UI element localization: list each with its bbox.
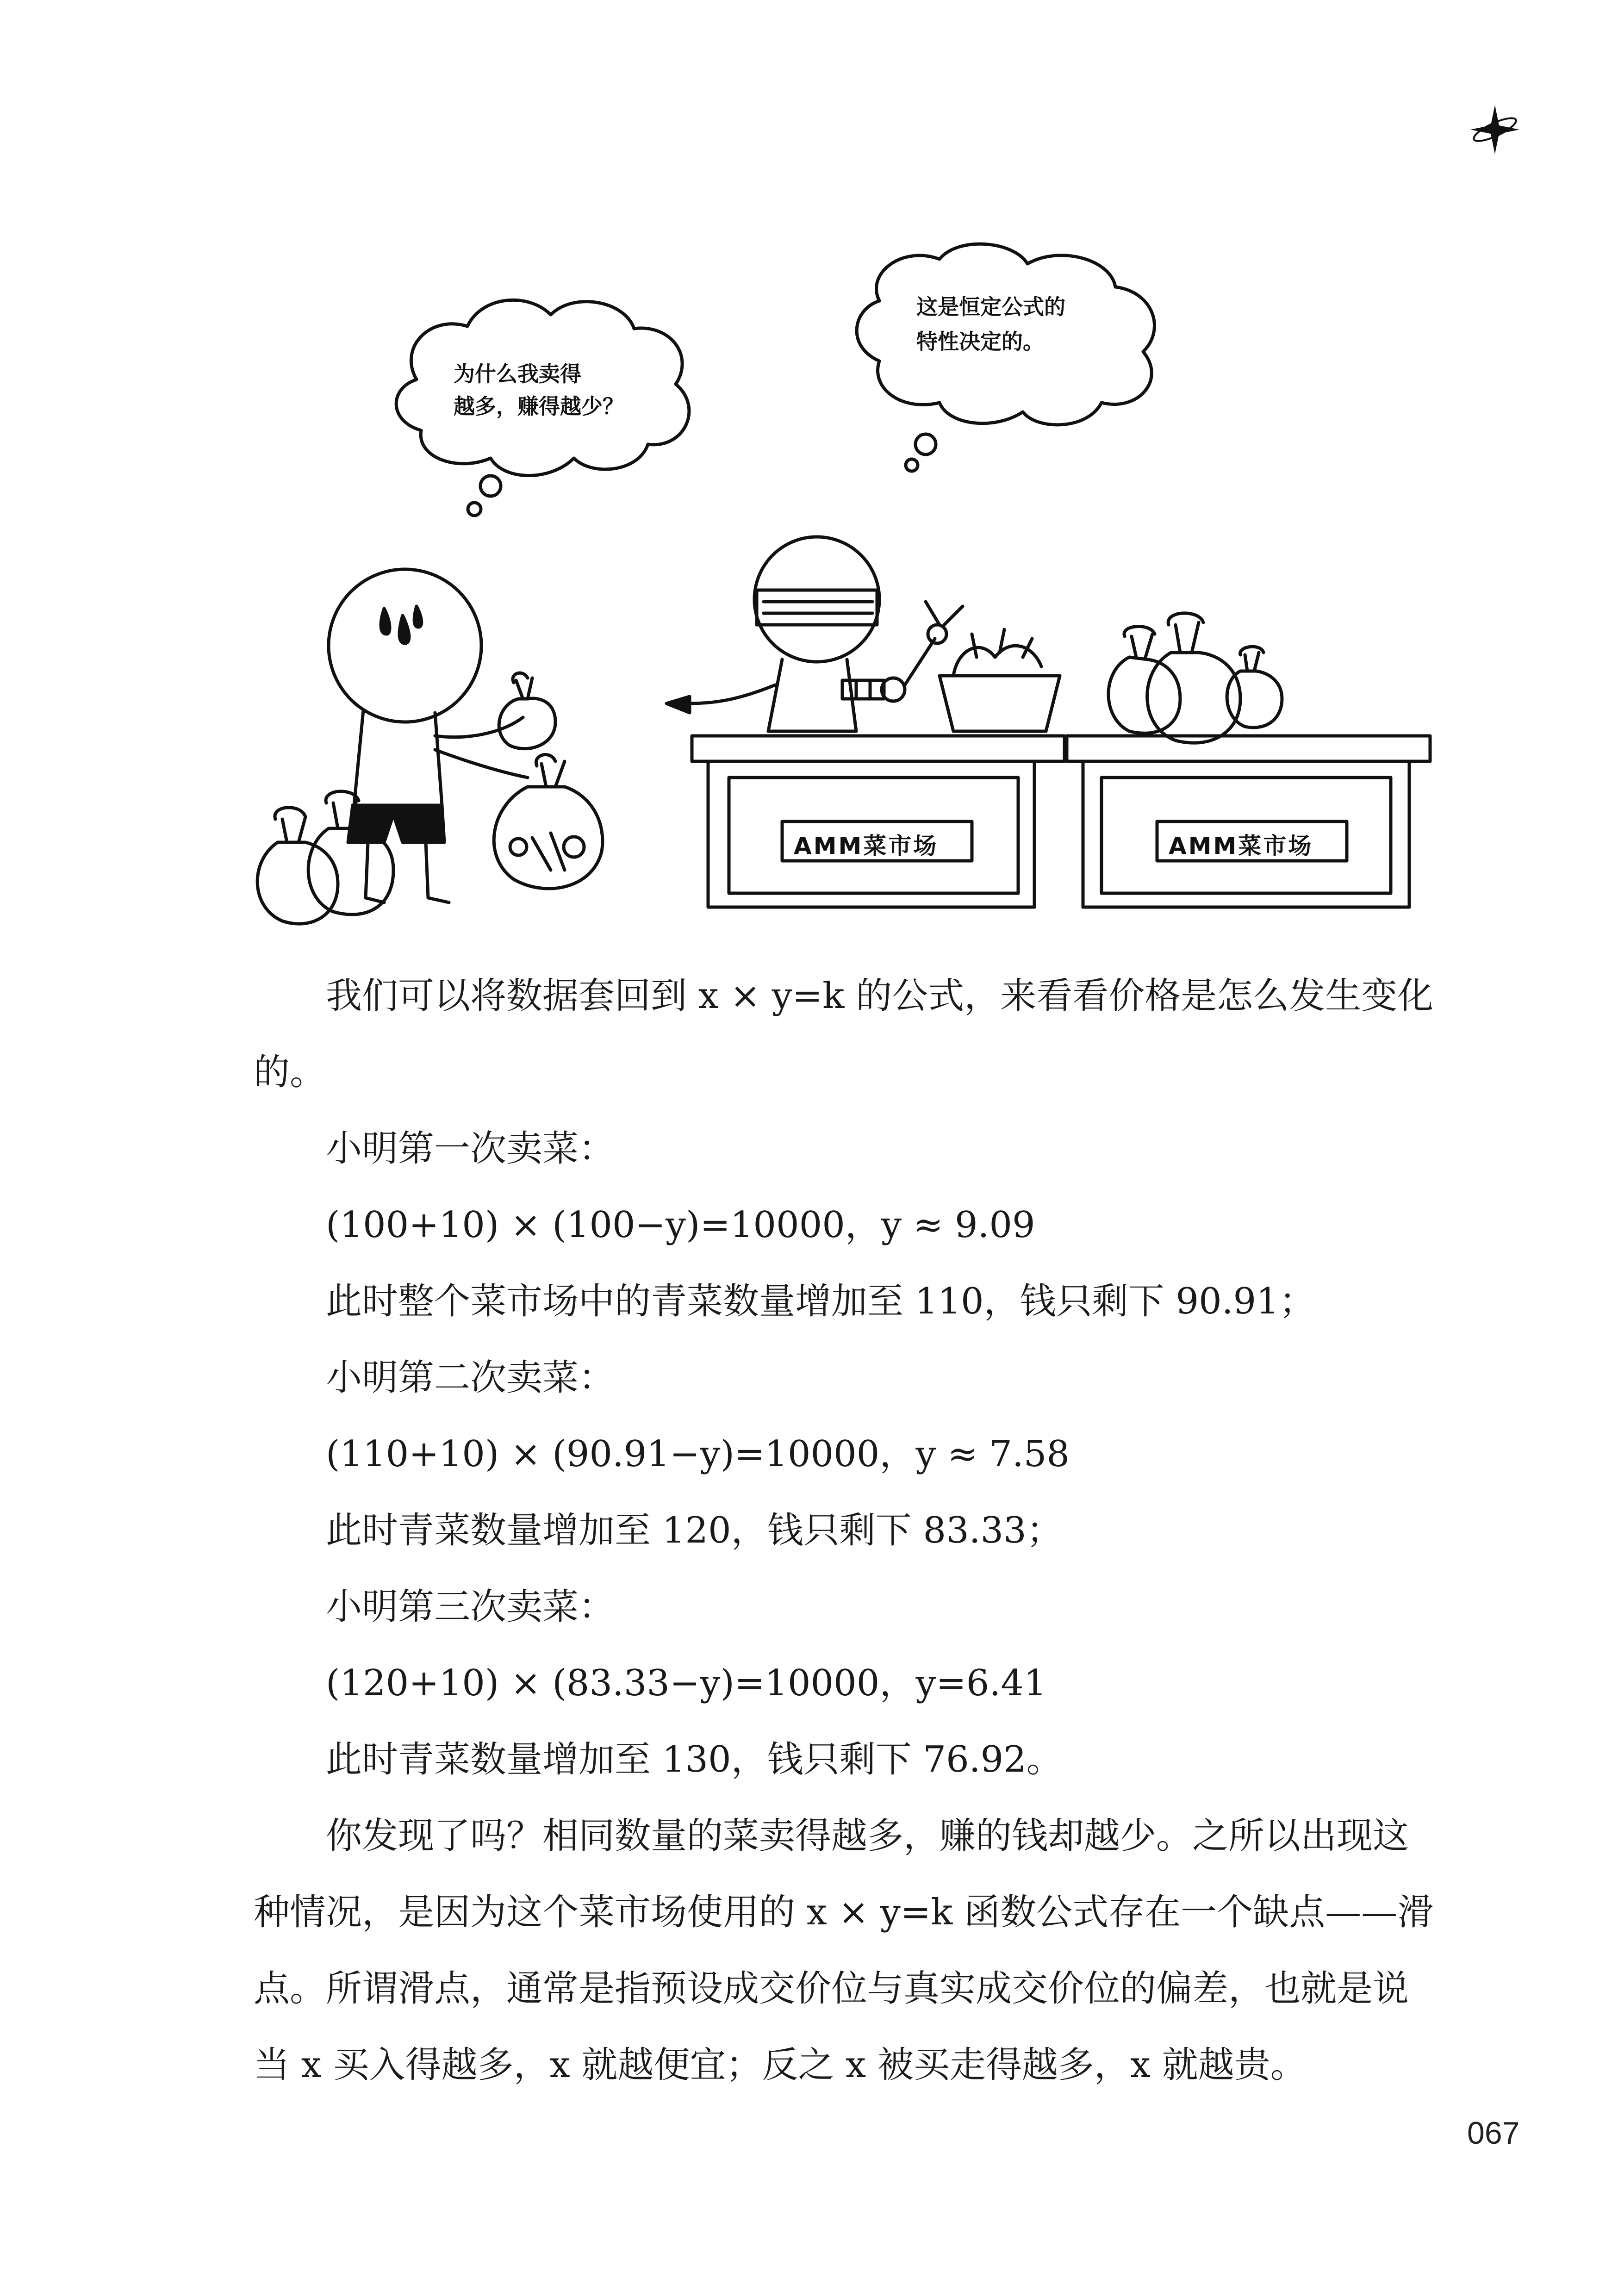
paragraph-slippage: 你发现了吗？相同数量的菜卖得越多，赚的钱却越少。之所以出现这种情况，是因为这个菜市场使用的 x × y=k 函数公式存在一个缺点——滑点。所谓滑点，通常是指预设成交价位与真实成交价位的偏差，也就是说当 x 买入得越多，x 就越便宜；反之 x 被买走得越多，x 就越贵。 xyxy=(254,1815,1434,2086)
line-third-result: 此时青菜数量增加至 130，钱只剩下 76.92。 xyxy=(326,1739,1063,1780)
thought-text-left-line1: 为什么我卖得 xyxy=(454,361,581,386)
line-first-result: 此时整个菜市场中的青菜数量增加至 110，钱只剩下 90.91； xyxy=(326,1281,1315,1322)
page-number: 067 xyxy=(1467,2116,1520,2151)
equation-second-sale: (110+10) × (90.91−y)=10000，y ≈ 7.58 xyxy=(326,1433,1070,1475)
paragraph-intro: 我们可以将数据套回到 x × y=k 的公式，来看看价格是怎么发生变化的。 xyxy=(254,975,1434,1093)
thought-text-left-line2: 越多，赚得越少？ xyxy=(454,394,624,419)
body-text xyxy=(254,958,1434,2103)
vegetable-bag xyxy=(494,787,603,889)
market-illustration xyxy=(231,241,1472,949)
stall-2 xyxy=(1067,736,1430,761)
thought-text-right-line2: 特性决定的。 xyxy=(916,329,1044,354)
line-second-sale: 小明第二次卖菜： xyxy=(326,1357,615,1399)
stall-sign-1: AMM菜市场 xyxy=(794,833,939,859)
line-third-sale: 小明第三次卖菜： xyxy=(326,1586,615,1628)
thought-text-right-line1: 这是恒定公式的 xyxy=(916,294,1065,319)
line-second-result: 此时青菜数量增加至 120，钱只剩下 83.33； xyxy=(326,1510,1063,1551)
sparkle-icon xyxy=(1469,104,1520,155)
robot-head xyxy=(754,537,879,662)
line-first-sale: 小明第一次卖菜： xyxy=(326,1128,615,1170)
stall-sign-2: AMM菜市场 xyxy=(1169,833,1313,859)
stall-1 xyxy=(692,736,1064,761)
equation-third-sale: (120+10) × (83.33−y)=10000，y=6.41 xyxy=(326,1662,1047,1704)
figure-head xyxy=(329,569,481,722)
equation-first-sale: (100+10) × (100−y)=10000，y ≈ 9.09 xyxy=(326,1204,1035,1246)
